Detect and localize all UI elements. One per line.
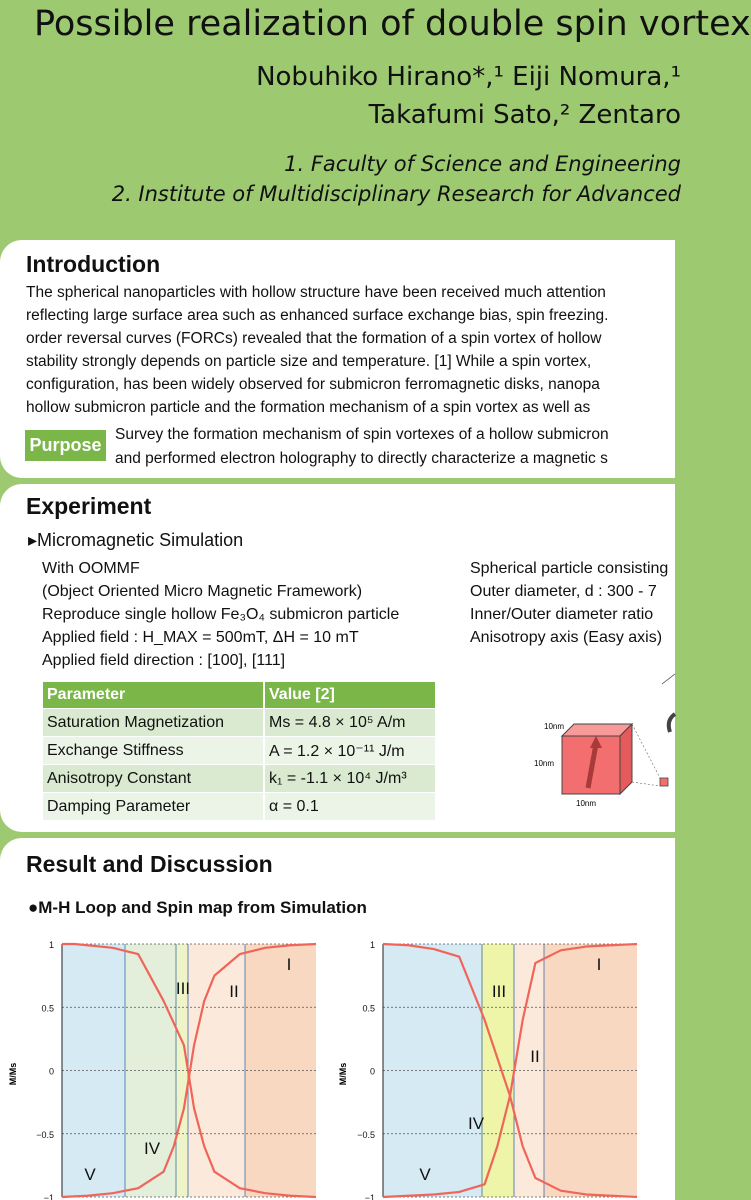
purpose-line: and performed electron holography to directly characterize a magnetic s [115,450,608,467]
region-label: IV [143,1139,161,1158]
y-axis-label: M/Ms [338,1062,348,1086]
intro-line: hollow submicron particle and the formation mechanism of a spin vortex as well as [26,399,591,416]
experiment-subtitle: ▸Micromagnetic Simulation [28,530,244,550]
cube-side-face [620,724,632,794]
results-panel [0,838,675,1200]
poster-title: Possible realization of double spin vortex [34,4,751,44]
mh-loop-chart-100 [0,934,330,1200]
particle-shell [669,714,675,732]
experiment-detail: Reproduce single hollow Fe₃O₄ submicron particle [42,606,400,623]
mh-loop-chart-111 [330,934,675,1200]
experiment-detail: Applied field direction : [100], [111] [42,652,286,669]
y-tick-label: −1 [364,1193,375,1200]
y-tick-label: −0.5 [357,1129,375,1140]
intro-line: configuration, has been widely observed for submicron ferromagnetic disks, nanopa [26,376,600,393]
particle-detail: Anisotropy axis (Easy axis) [470,629,663,646]
poster-header [0,0,751,240]
experiment-detail: (Object Oriented Micro Magnetic Framework) [42,583,363,600]
cube-dim-label-left: 10nm [534,759,555,768]
intro-line: order reversal curves (FORCs) revealed that the formation of a spin vortex of hollow [26,330,602,347]
authors-line-1: Nobuhiko Hirano*,¹ Eiji Nomura,¹ [256,62,681,92]
parameter-table [43,682,435,820]
table-row [43,737,435,765]
introduction-title: Introduction [26,251,161,277]
table-cell: Exchange Stiffness [43,737,264,765]
y-tick-label: −1 [43,1193,54,1200]
table-header: Parameter [43,682,264,709]
purpose-line: Survey the formation mechanism of spin vortexes of a hollow submicron [115,426,609,443]
y-tick-label: 0.5 [362,1003,375,1014]
table-cell: Damping Parameter [43,793,264,821]
experiment-panel [0,484,675,832]
zoom-line [632,782,660,786]
region-label: I [596,955,602,974]
particle-detail: Spherical particle consisting [470,560,669,577]
region-label: V [419,1165,431,1184]
region-label: I [286,955,292,974]
table-cell: A = 1.2 × 10⁻¹¹ J/m [264,737,435,765]
particle-detail: Inner/Outer diameter ratio [470,606,654,623]
cube-dim-label-bottom: 10nm [576,799,597,808]
region-label: IV [467,1114,485,1133]
y-tick-label: −0.5 [36,1129,54,1140]
intro-line: reflecting large surface area such as enhanced surface exchange bias, spin freezing. [26,307,609,324]
table-row [43,709,435,737]
authors-line-2: Takafumi Sato,² Zentaro [368,100,681,130]
particle-detail: Outer diameter, d : 300 - 7 [470,583,657,600]
region-label: III [491,982,507,1001]
region-label: III [175,979,191,998]
results-subtitle: ●M-H Loop and Spin map from Simulation [28,898,367,917]
table-cell: Ms = 4.8 × 10⁵ A/m [264,709,435,737]
table-header: Value [2] [264,682,435,709]
experiment-title: Experiment [26,493,152,519]
cube-diagram [530,674,675,824]
zoom-line [632,724,660,778]
cube-mini [660,778,668,786]
results-title: Result and Discussion [26,851,273,877]
purpose-badge: Purpose [25,430,106,461]
experiment-detail: Applied field : H_MAX = 500mT, ΔH = 10 mT [42,629,359,646]
y-tick-label: 0 [48,1066,54,1077]
table-cell: Anisotropy Constant [43,765,264,793]
introduction-panel [0,240,675,478]
table-cell: Saturation Magnetization [43,709,264,737]
table-row [43,793,435,821]
cube-dim-label-top: 10nm [544,722,565,731]
affiliation-2: 2. Institute of Multidisciplinary Research for Advanced [111,182,681,206]
region-label: II [530,1047,540,1066]
y-tick-label: 0 [369,1066,375,1077]
y-axis-label: M/Ms [8,1062,18,1086]
intro-line: stability strongly depends on particle size and temperature. [1] While a spin vortex, [26,353,592,370]
region-label: II [229,982,239,1001]
y-tick-label: 1 [369,940,375,950]
region-label: V [84,1165,96,1184]
y-tick-label: 1 [48,940,54,950]
table-cell: α = 0.1 [264,793,435,821]
affiliation-1: 1. Faculty of Science and Engineering [284,152,681,176]
particle-edge [662,674,675,684]
table-cell: k₁ = -1.1 × 10⁴ J/m³ [264,765,435,793]
experiment-detail: With OOMMF [42,560,140,577]
table-row [43,765,435,793]
intro-line: The spherical nanoparticles with hollow structure have been received much attention [26,284,606,301]
y-tick-label: 0.5 [41,1003,54,1014]
